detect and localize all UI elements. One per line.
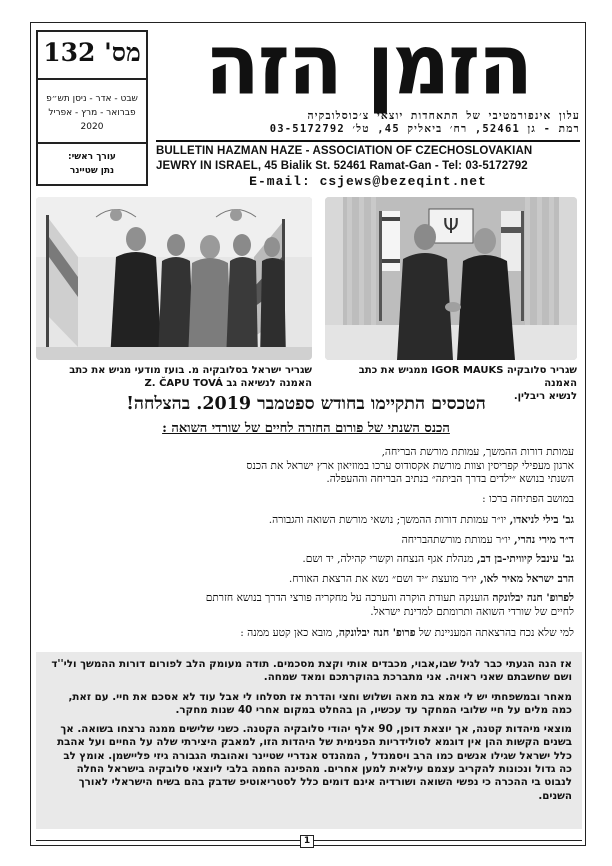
para-2: במושב הפתיחה ברכו : [482, 492, 574, 505]
photo-ambassador-rivlin-image [325, 197, 577, 360]
issue-number: מס' 132 [43, 38, 141, 67]
issue-dates-hebrew: שבט - אדר - ניסן תש״פ [46, 94, 138, 104]
contact-email: E-mail: csjews@bezeqint.net [249, 174, 487, 189]
greeter-5-text-line2: לחיים של שורדי השואה ותרומתם למדינת ישראל. [370, 605, 574, 618]
greeter-5 [44, 592, 574, 606]
greeter-1-text: יו״ר עמותת דורות ההמשך; נושאי מורשת השואה והגבורה. [268, 514, 510, 526]
greeter-5-text-line1: הוענקה תעודת הוקרה והערכה על מחקריה פורצי הדרך בנושא חזרתם [205, 592, 493, 604]
hebrew-subtitle-line1: עלון אינפורמטיבי של התאחדות יוצאי צ׳כוסלובקיה [307, 110, 580, 122]
issue-dates-gregorian: פברואר - מרץ - אפריל [48, 108, 136, 118]
photo-ambassador-rivlin [325, 197, 577, 360]
english-line-2: JEWRY IN ISRAEL, 45 Bialik St. 52461 Ramat-Gan - Tel: 03-5172792 [156, 160, 528, 172]
main-headline: הטכסים התקיימו בחודש ספטמבר 2019. בהצלחה! [126, 394, 486, 414]
greeter-2-text: יו״ר עמותת מורשתהבריחה [401, 533, 515, 546]
page-number: 1 [300, 835, 314, 848]
english-line-1: BULLETIN HAZMAN HAZE - ASSOCIATION OF CZECHOSLOVAKIAN [156, 145, 533, 157]
caption-right-line1: שגריר סלובקיה IGOR MAUKS ממגיש את כתב האמנה [358, 365, 577, 389]
svg-text:Ψ: Ψ [443, 214, 459, 238]
editor-label: עורך ראשי: [68, 152, 116, 162]
caption-left-line1: שגריר ישראל בסלובקיה מ. בועז מודעי מגיש את כתב [69, 365, 312, 376]
article-body [44, 446, 574, 645]
greeter-1 [44, 514, 574, 528]
greeter-4 [44, 573, 574, 587]
editor-block [42, 150, 142, 178]
quote-para-2: מאחר ובמשפחתי יש לי אמא בת מאה ושלוש וחצי והדרת אז תסלחו לי אבל עוד לא אסכם את חיי. עם זאת, כמה מלים על חיי שלובי המחקר עד עכשיו, הן בהחלט במקום אחרי 40 שנות מחקר. [68, 690, 572, 716]
quote-para-1: אז הנה הגעתי כבר לגיל שבו,אבוי, מכבדים אותי וקצת מסכמים. תודה מעומק הלב לפורום דורות ההמשך ולי''ד ושם שחשבתם שאני ראויה. אני מתברכת בהוקרתכם ומאד שמחה. [51, 658, 572, 684]
issue-year: 2020 [80, 122, 104, 132]
issue-dates [42, 92, 142, 134]
greeter-2 [44, 534, 574, 548]
greeter-2-name: ד״ר מירי נהרי, [514, 533, 574, 546]
subheadline [36, 420, 576, 436]
greeter-1-name: גב' בילי לניאדו, [509, 514, 574, 526]
para-last [44, 627, 574, 641]
hebrew-subtitle-line2: רמת - גן 52461, רח׳ ביאליק 45, טל׳ 03-5172792 [269, 123, 580, 135]
caption-right-line2: לנשיא ריבלין. [513, 391, 577, 402]
hebrew-subtitle [156, 110, 580, 136]
greeter-3 [44, 553, 574, 567]
subheadline-text: הכנס השנתי של פורום החזרה לחיים של שורדי השואה : [162, 421, 450, 436]
greeter-3-text: מנהלת אגף הנצחה וקשרי קהילה, יד ושם. [302, 553, 477, 565]
issue-divider [38, 78, 146, 80]
quote-box [36, 652, 582, 829]
para-1-line3: השנתי בנושא ״ילדים בדרך הביתה״ בנתיב הבריחה וההעפלה. [326, 473, 574, 485]
para-last-c: , מובא כאן קטע ממנה : [240, 627, 339, 639]
issue-box [36, 30, 148, 186]
greeter-4-name: הרב ישראל מאיר לאו, [480, 572, 574, 585]
editor-name: נתן שטיינר [69, 166, 115, 176]
photo-ambassador-caputova [36, 197, 312, 360]
caption-left-line2: האמנה לנשיאה גב Z. ČAPU TOVÁ [144, 378, 312, 389]
quote-para-3: מוצאי מיהדות קטנה, אך יוצאת דופן, 90 אלף יהודי סלובקיה הקטנה. כשני שלישים ממנה נרצחו בשואה. אך בשנים הקשות ההן אין דוגמא לסולידריות הפנימית של היהדות הזו, למאבק היצירתי שלה על החיים ועל אהבת כלל ישראל שגילו אנשים כמו הרב ויסמנדל , המהנדס אנדריי שטיינר ואהובתי הגבורה גיזי פליישמן. אומץ לב כה גדול ונכונות להקריב עצמם עילאית למען אחרים. מהפינה החמה בלבי ליוצאי סלובקיה בישראל החלה לנבוט בי ההכרה כי נפשי השואה ושורדיה אינם דומים כלל לסטריאוטיפ שדבק בהם בשיח הישראלי לאורך השנים. [57, 723, 572, 802]
photo-ambassador-caputova-image [36, 197, 312, 360]
newspaper-logo: הזמן הזה [204, 15, 532, 114]
caption-left-photo [36, 364, 312, 390]
greeter-4-text: יו״ר מועצת ״יד ושם״ נשא את הרצאת האורח. [288, 572, 481, 585]
quote-box-inner [48, 658, 572, 809]
issue-divider-2 [38, 142, 146, 144]
para-last-b: פרופ' חנה יבלונקה [338, 627, 416, 639]
para-1-line1: עמותת דורות ההמשך, עמותת מורשת הבריחה, [381, 446, 574, 458]
para-1-line2: ארגון מעפילי קפריסין וצוות מורשת אקסודוס ערכו במוזיאון ארץ ישראל את הכנס [246, 459, 574, 472]
greeter-3-name: גב' עינבל קיוויתי-בן דב, [476, 553, 574, 565]
para-last-a: למי שלא נכח בהרצאתה המעניינת של [415, 627, 574, 639]
greeter-5-name: לפרופ' חנה יבלונקה [492, 592, 574, 604]
masthead-rule [156, 140, 580, 142]
